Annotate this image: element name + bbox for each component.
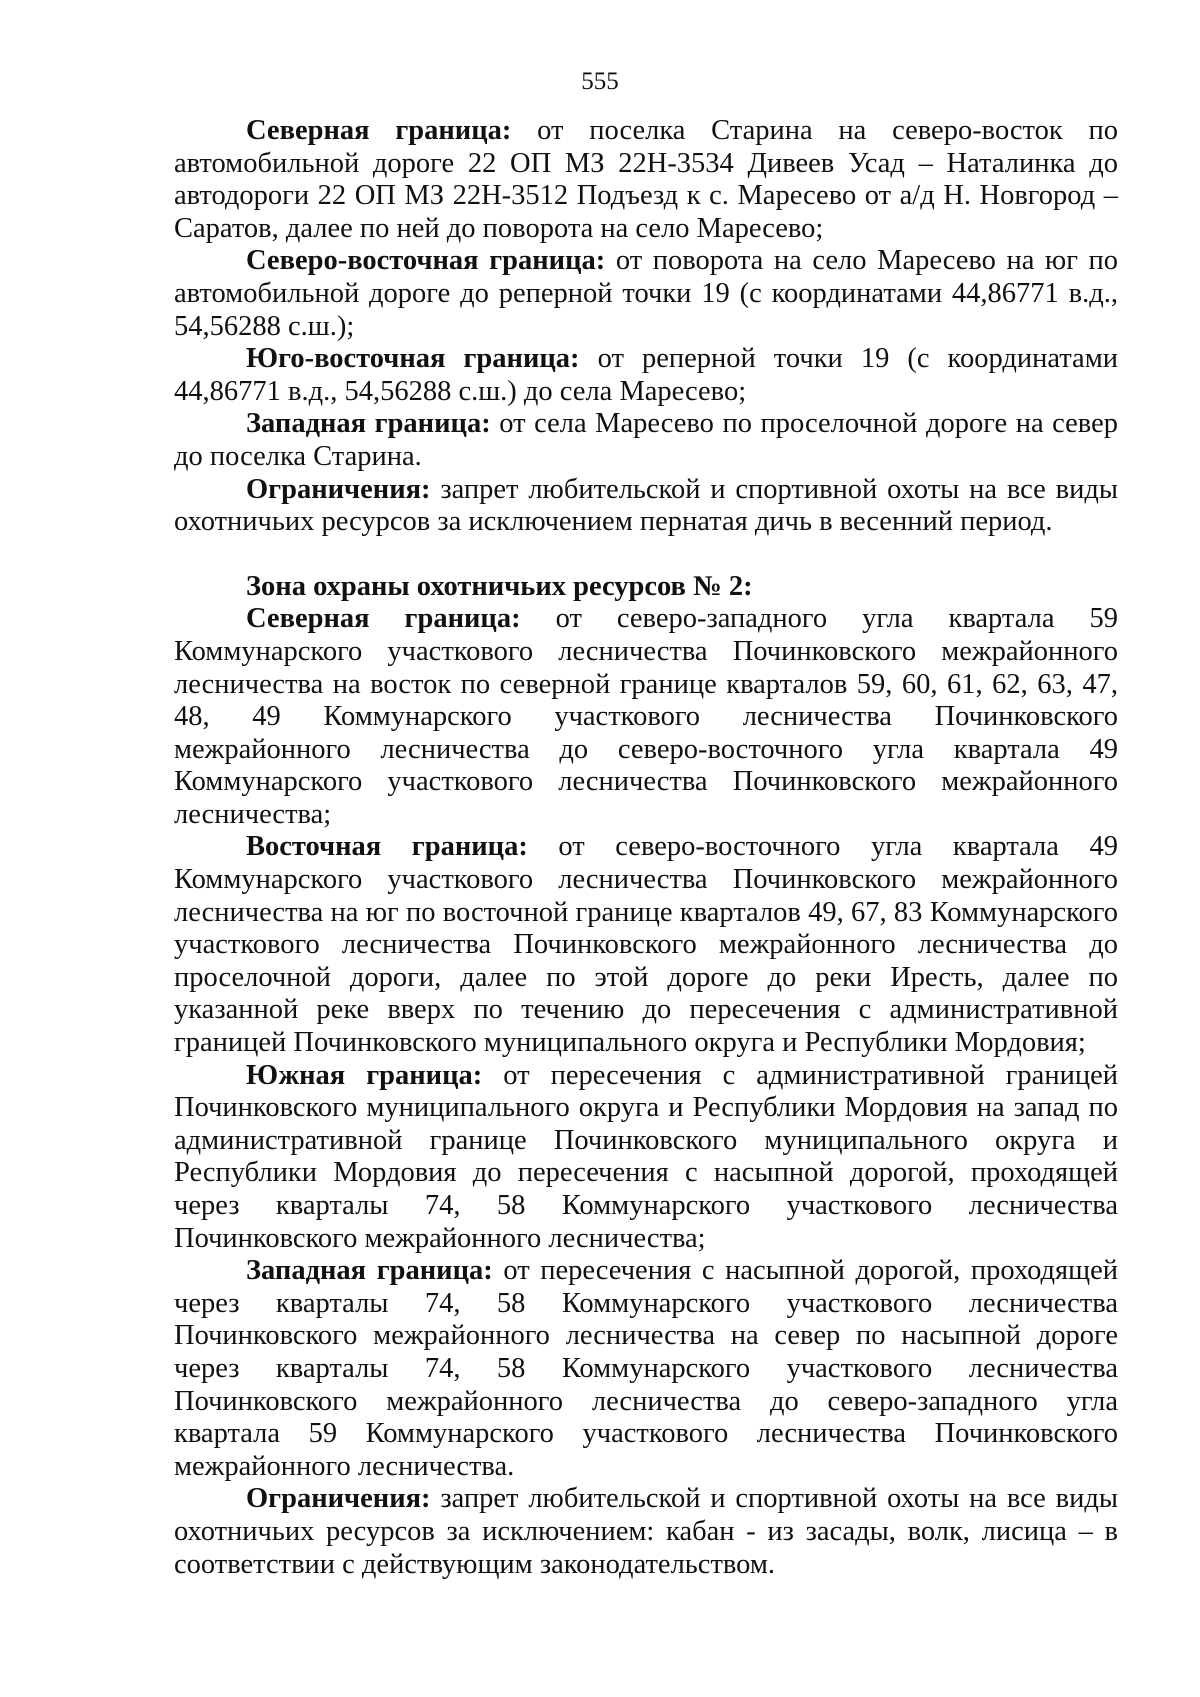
- paragraph-label: Южная граница:: [246, 1059, 483, 1091]
- paragraph-text: запрет любительской и спортивной охоты на все виды охотничьих ресурсов за исключением пернатая дичь в весенний период.: [174, 473, 1118, 538]
- zone2-east-border: [174, 831, 1118, 1059]
- paragraph-text: от реперной точки 19 (с координатами 44,86771 в.д., 54,56288 с.ш.) до села Маресево;: [174, 343, 1118, 407]
- zone1-west-border: [174, 408, 1118, 473]
- paragraph-text: запрет любительской и спортивной охоты на все виды охотничьих ресурсов за исключением: кабан - из засады, волк, лисица – в соответствии с действующим законодательством.: [174, 1483, 1118, 1580]
- paragraph-text: от поворота на село Маресево на юг по автомобильной дороге до реперной точки 19 (с координатами 44,86771 в.д., 54,56288 с.ш.);: [174, 245, 1119, 342]
- paragraph-label: Восточная граница:: [246, 831, 528, 863]
- zone2-north-border: [174, 603, 1118, 831]
- document-body: [174, 115, 1118, 1581]
- paragraph-text: от северо-западного угла квартала 59 Коммунарского участкового лесничества Починковского межрайонного лесничества на восток по северной границе кварталов 59, 60, 61, 62, 63, 47, 48, 49 Коммунарского участкового лесничества Починковского межрайонного лесничества до северо-восточного угла квартала 49 Коммунарского участкового лесничества Починковского межрайонного лесничества;: [174, 603, 1118, 830]
- paragraph-text: от северо-восточного угла квартала 49 Коммунарского участкового лесничества Починковского межрайонного лесничества на юг по восточной границе кварталов 49, 67, 83 Коммунарского участкового лесничества Починковского межрайонного лесничества до проселочной дороги, далее по этой дороге до реки Иресть, далее по указанной реке вверх по течению до пересечения с административной границей Починковского муниципального округа и Республики Мордовия;: [174, 831, 1118, 1059]
- paragraph-label: Западная граница:: [246, 1255, 493, 1287]
- paragraph-label: Юго-восточная граница:: [246, 343, 580, 375]
- zone2-south-border: [174, 1060, 1118, 1256]
- zone1-restrictions: [174, 474, 1118, 539]
- zone2-west-border: [174, 1255, 1118, 1483]
- paragraph-text: от пересечения с насыпной дорогой, проходящей через кварталы 74, 58 Коммунарского участкового лесничества Починковского межрайонного лесничества на север по насыпной дороге через кварталы 74, 58 Коммунарского участкового лесничества Починковского межрайонного лесничества до северо-западного угла квартала 59 Коммунарского участкового лесничества Починковского межрайонного лесничества.: [174, 1255, 1118, 1482]
- paragraph-text: от пересечения с административной границей Починковского муниципального округа и Республики Мордовия на запад по административной границе Починковского муниципального округа и Республики Мордовия до пересечения с насыпной дорогой, проходящей через кварталы 74, 58 Коммунарского участкового лесничества Починковского межрайонного лесничества;: [174, 1059, 1118, 1254]
- zone1-northeast-border: [174, 245, 1118, 343]
- paragraph-label: Северная граница:: [246, 115, 512, 146]
- paragraph-text: от села Маресево по проселочной дороге на север до поселка Старина.: [174, 408, 1118, 472]
- zone2-title: Зона охраны охотничьих ресурсов № 2:: [246, 570, 753, 602]
- paragraph-label: Северо-восточная граница:: [246, 245, 606, 277]
- paragraph-label: Ограничения:: [246, 473, 431, 505]
- zone2-restrictions: [174, 1483, 1118, 1581]
- zone1-southeast-border: [174, 343, 1118, 408]
- page-number: 555: [581, 68, 619, 95]
- paragraph-label: Северная граница:: [246, 603, 521, 635]
- zone1-north-border: [174, 115, 1118, 245]
- paragraph-label: Западная граница:: [246, 408, 491, 440]
- paragraph-text: от поселка Старина на северо-восток по автомобильной дороге 22 ОП МЗ 22Н-3534 Дивеев Усад – Наталинка до автодороги 22 ОП МЗ 22Н-3512 Подъезд к с. Маресево от а/д Н. Новгород – Саратов, далее по ней до поворота на село Маресево;: [174, 115, 1119, 244]
- paragraph-label: Ограничения:: [246, 1483, 431, 1515]
